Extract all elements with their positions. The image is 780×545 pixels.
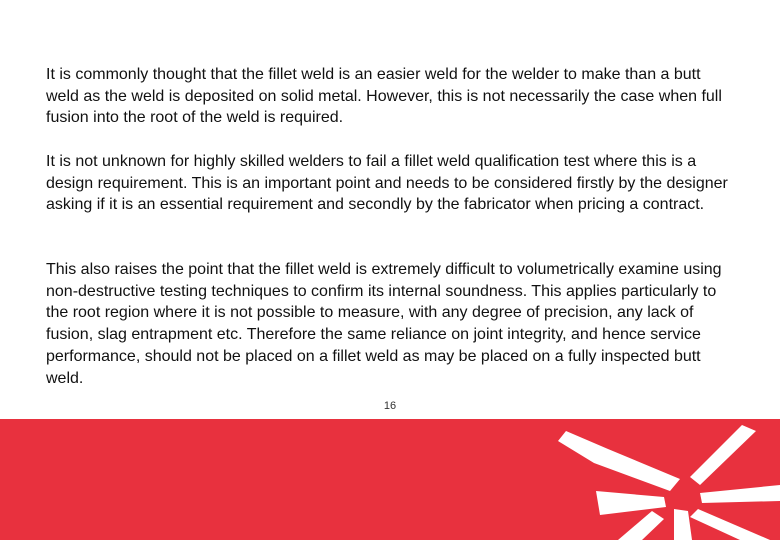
paragraph-3: This also raises the point that the fillet weld is extremely difficult to volumetrically examine using non-destructive testing techniques to confirm its internal soundness. This applies particularly to the root region where it is not possible to measure, with any degree of precision, any lack of fusion, slag entrapment etc. Therefore the same reliance on joint integrity, and hence service performance, should not be placed on a fillet weld as may be placed on a fully inspected butt weld. — [46, 261, 722, 387]
page-number: 16 — [383, 400, 397, 412]
footer-band — [0, 419, 780, 540]
paragraph-2: It is not unknown for highly skilled welders to fail a fillet weld qualification test where this is a design requirement. This is an important point and needs to be considered firstly by the designer asking if it is an essential requirement and secondly by the fabricator when pricing a contract. — [46, 153, 728, 214]
paragraph-1: It is commonly thought that the fillet weld is an easier weld for the welder to make than a butt weld as the weld is deposited on solid metal. However, this is not necessarily the case when full fusion into the root of the weld is required. — [46, 66, 722, 127]
footer-band-graphic — [0, 419, 780, 540]
